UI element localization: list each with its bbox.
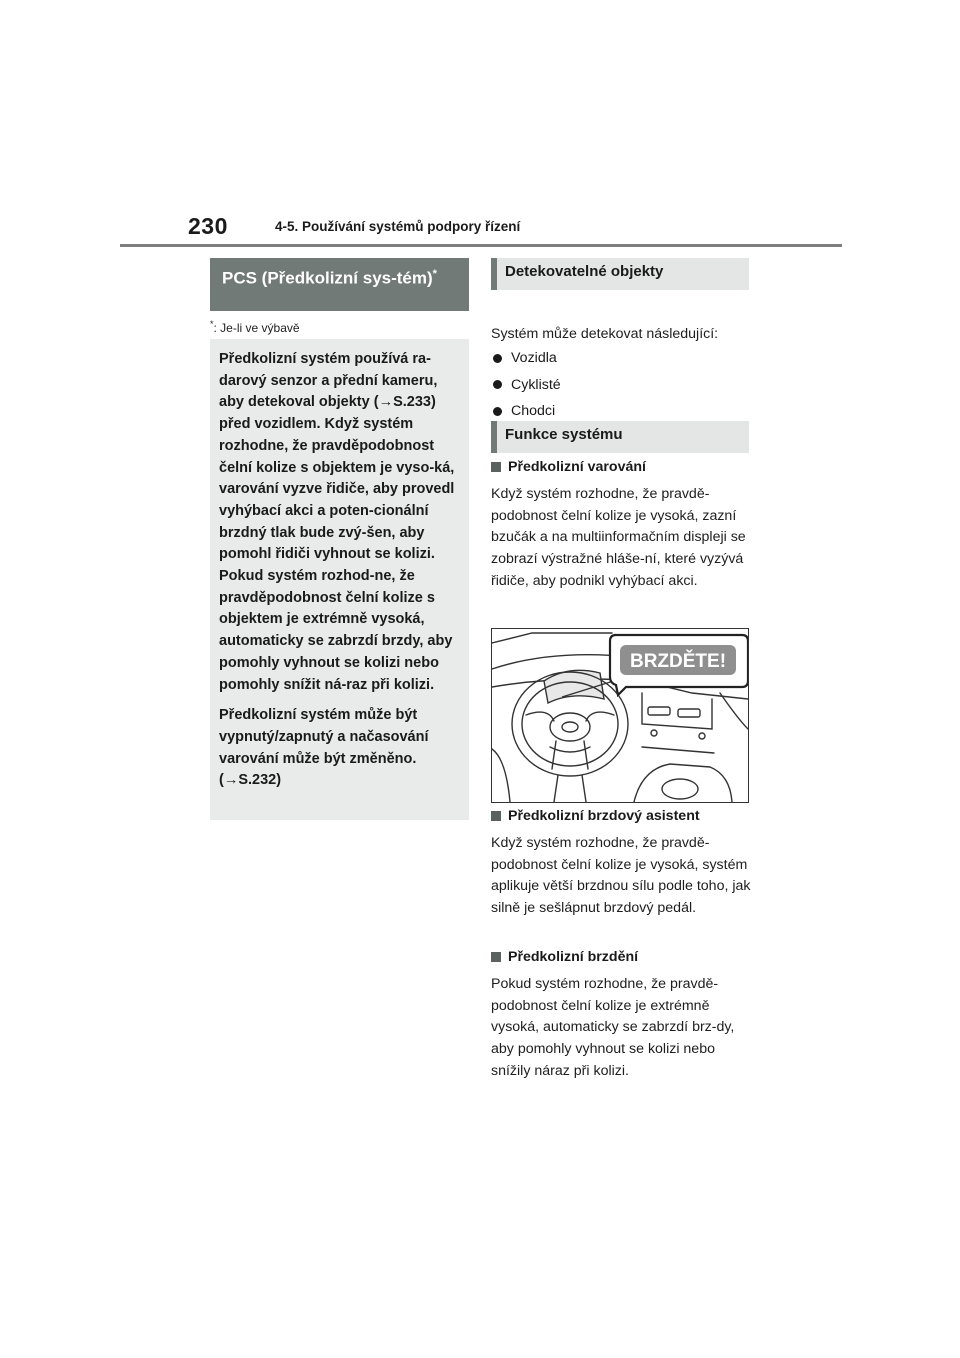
pre-collision-warning-heading: Předkolizní varování <box>491 459 646 475</box>
list-item: Cyklisté <box>491 372 561 399</box>
square-bullet-icon <box>491 811 501 821</box>
header-divider <box>120 244 842 247</box>
footnote-marker: * <box>210 319 214 329</box>
list-item: Vozidla <box>491 345 561 372</box>
list-item: Chodci <box>491 398 561 425</box>
system-functions-title: Funkce systému <box>491 421 749 453</box>
main-title-text: PCS (Předkolizní sys-tém) <box>222 268 433 288</box>
intro-paragraph-1: Předkolizní systém používá ra-darový senzor a přední kameru, aby detekoval objekty (→S.233) před vozidlem. Když systém rozhodne, že pravděpodobnost čelní kolize s objektem je vyso-ká, varování vyzve řidiče, aby provedl vyhýbací akci a poten-cionální brzdný tlak bude zvý-šen, aby pomohl řidiči vyhnout se kolizi. Pokud systém rozhod-ne, že pravděpodobnost čelní kolize s objektem je extrémně vysoká, automaticky se zabrzdí brzdy, aby pomohly vyhnout se kolizi nebo pomohly snížit ná-raz při kolizi. <box>219 351 455 693</box>
section-header: 4-5. Používání systémů podpory řízení <box>275 219 521 234</box>
intro-paragraph-2: Předkolizní systém může být vypnutý/zapnutý a načasování varování může být změněno. (→S.232) <box>219 707 429 789</box>
detectable-intro: Systém může detekovat následující: <box>491 326 719 342</box>
illustration-warning-label: BRZDĚTE! <box>629 651 727 672</box>
pre-collision-braking-heading: Předkolizní brzdění <box>491 949 638 965</box>
detectable-list <box>491 345 561 425</box>
pre-collision-brake-assist-heading: Předkolizní brzdový asistent <box>491 808 700 824</box>
bullet-icon <box>493 407 502 416</box>
footnote <box>210 319 300 335</box>
square-bullet-icon <box>491 462 501 472</box>
main-title-footnote-marker: * <box>432 268 437 280</box>
footnote-text: : Je-li ve výbavě <box>213 321 300 335</box>
dashboard-warning-illustration <box>491 628 749 803</box>
page-number: 230 <box>188 213 228 239</box>
intro-box <box>210 339 469 820</box>
square-bullet-icon <box>491 952 501 962</box>
pre-collision-warning-text: Když systém rozhodne, že pravdě-podobnost čelní kolize je vysoká, zazní bzučák a na multiinformačním displeji se zobrazí výstražné hláše-ní, které vyzývá řidiče, aby podnikl vyhýbací akci. <box>491 486 746 589</box>
detectable-objects-title: Detekovatelné objekty <box>491 258 749 290</box>
pre-collision-braking-text: Pokud systém rozhodne, že pravdě-podobnost čelní kolize je extrémně vysoká, automaticky se zabrzdí brz-dy, aby pomohly vyhnout se kolizi nebo snížily náraz při kolizi. <box>491 976 735 1079</box>
dashboard-illustration-svg <box>492 629 748 802</box>
main-title <box>210 258 469 311</box>
bullet-icon <box>493 380 502 389</box>
pre-collision-brake-assist-text: Když systém rozhodne, že pravdě-podobnost čelní kolize je vysoká, systém aplikuje větší brzdnou sílu podle toho, jak silně je sešlápnut brzdový pedál. <box>491 835 751 917</box>
page-reference-link[interactable]: →S.233 <box>378 394 431 411</box>
page-reference-link[interactable]: →S.232 <box>223 772 277 789</box>
bullet-icon <box>493 354 502 363</box>
